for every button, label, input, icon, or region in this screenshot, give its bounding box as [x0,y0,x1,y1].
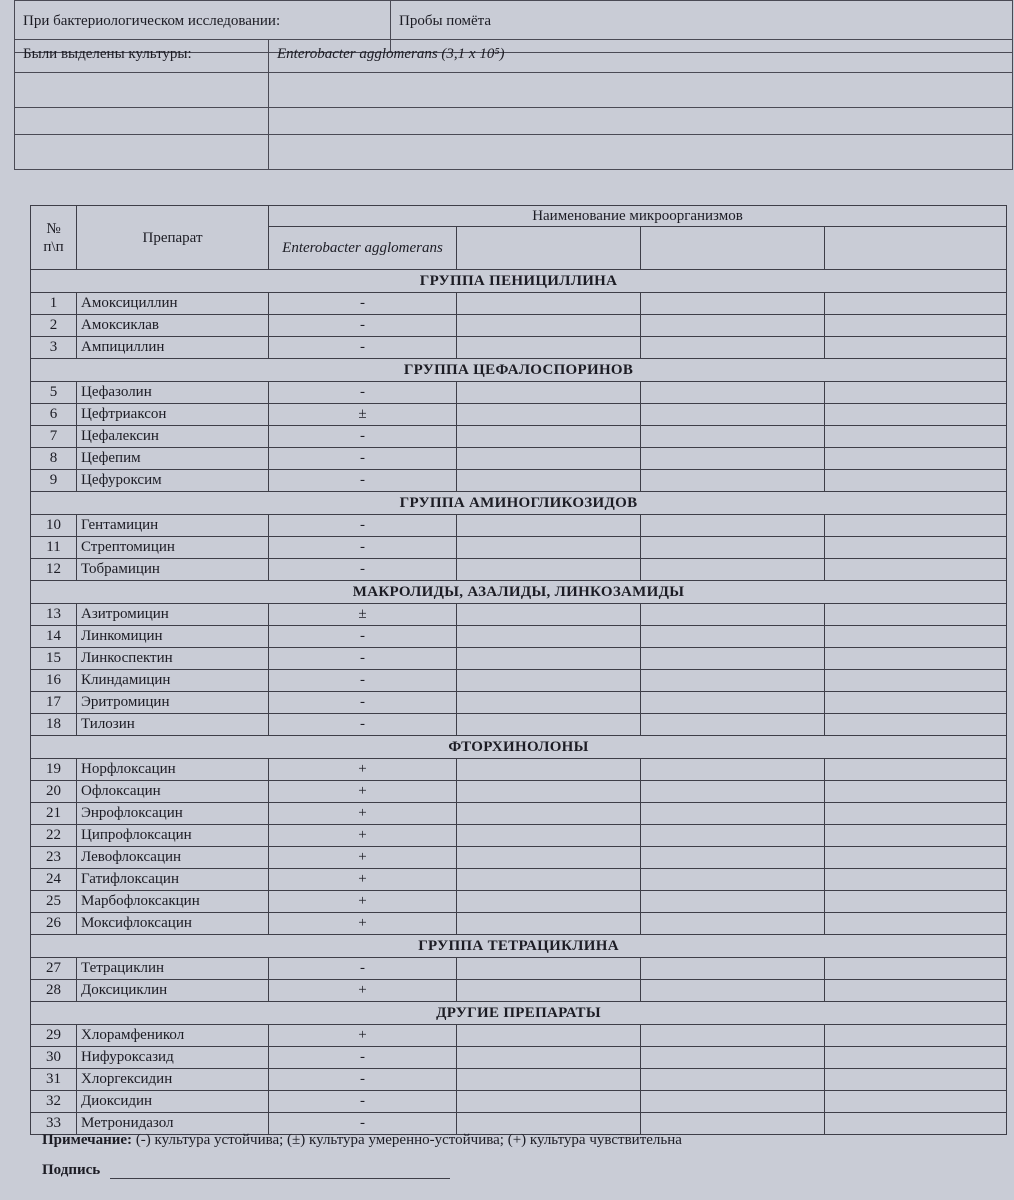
row-number: 20 [31,781,77,803]
result-microorganism-2 [457,958,641,980]
signature-label: Подпись [42,1162,101,1178]
group-title: ГРУППА ТЕТРАЦИКЛИНА [31,935,1007,958]
result-microorganism-3 [641,515,825,537]
row-number: 18 [31,714,77,736]
result-microorganism-1: - [269,382,457,404]
table-row [31,759,1007,781]
row-number: 19 [31,759,77,781]
result-microorganism-1: + [269,1025,457,1047]
result-microorganism-4 [825,559,1007,581]
table-row [31,1047,1007,1069]
result-microorganism-1: + [269,891,457,913]
table-row [31,803,1007,825]
drug-name: Амоксиклав [77,315,269,337]
result-microorganism-3 [641,692,825,714]
result-microorganism-3 [641,470,825,492]
table-row [31,869,1007,891]
group-title: ГРУППА ПЕНИЦИЛЛИНА [31,270,1007,293]
result-microorganism-2 [457,537,641,559]
result-microorganism-4 [825,382,1007,404]
result-microorganism-3 [641,891,825,913]
result-microorganism-2 [457,337,641,359]
drug-name: Эритромицин [77,692,269,714]
result-microorganism-4 [825,847,1007,869]
result-microorganism-3 [641,958,825,980]
row-number: 10 [31,515,77,537]
drug-name: Цефтриаксон [77,404,269,426]
result-microorganism-3 [641,803,825,825]
drug-name: Ампициллин [77,337,269,359]
result-microorganism-1: - [269,337,457,359]
result-microorganism-3 [641,626,825,648]
blank-cell [15,108,269,135]
row-number: 17 [31,692,77,714]
result-microorganism-3 [641,559,825,581]
table-row [31,692,1007,714]
result-microorganism-1: - [269,448,457,470]
table-row [31,537,1007,559]
row-number: 12 [31,559,77,581]
row-number: 9 [31,470,77,492]
result-microorganism-2 [457,426,641,448]
drug-name: Марбофлоксакцин [77,891,269,913]
row-number: 1 [31,293,77,315]
result-microorganism-4 [825,714,1007,736]
drug-name: Гентамицин [77,515,269,537]
result-microorganism-4 [825,337,1007,359]
drug-name: Диоксидин [77,1091,269,1113]
result-microorganism-3 [641,537,825,559]
drug-name: Хлорамфеникол [77,1025,269,1047]
result-microorganism-1: + [269,869,457,891]
result-microorganism-3 [641,1091,825,1113]
result-microorganism-3 [641,404,825,426]
row-number: 15 [31,648,77,670]
result-microorganism-2 [457,980,641,1002]
result-microorganism-4 [825,692,1007,714]
table-row [31,604,1007,626]
result-microorganism-2 [457,604,641,626]
result-microorganism-1: - [269,670,457,692]
result-microorganism-4 [825,803,1007,825]
drug-name: Амоксициллин [77,293,269,315]
table-row [31,448,1007,470]
result-microorganism-1: - [269,648,457,670]
note-text: (-) культура устойчива; (±) культура умеренно-устойчива; (+) культура чувствительна [135,1132,682,1148]
result-microorganism-3 [641,913,825,935]
table-row [31,913,1007,935]
result-microorganism-1: - [269,692,457,714]
row-number: 14 [31,626,77,648]
result-microorganism-2 [457,382,641,404]
result-microorganism-1: - [269,315,457,337]
result-microorganism-4 [825,404,1007,426]
result-microorganism-4 [825,648,1007,670]
group-header-row [31,359,1007,382]
result-microorganism-4 [825,980,1007,1002]
group-header-row [31,935,1007,958]
result-microorganism-2 [457,1047,641,1069]
result-microorganism-4 [825,426,1007,448]
result-microorganism-3 [641,869,825,891]
drug-name: Клиндамицин [77,670,269,692]
row-number: 27 [31,958,77,980]
result-microorganism-4 [825,604,1007,626]
result-microorganism-3 [641,847,825,869]
groups-body [31,270,1007,1135]
row-number: 7 [31,426,77,448]
col-drug-header: Препарат [77,206,269,270]
table-row [31,1025,1007,1047]
result-microorganism-1: - [269,559,457,581]
row-number: 13 [31,604,77,626]
result-microorganism-4 [825,626,1007,648]
result-microorganism-4 [825,293,1007,315]
row-number: 3 [31,337,77,359]
table-row [31,714,1007,736]
table-row [31,382,1007,404]
row-number: 28 [31,980,77,1002]
result-microorganism-2 [457,759,641,781]
result-microorganism-4 [825,958,1007,980]
row-number: 26 [31,913,77,935]
result-microorganism-3 [641,1025,825,1047]
result-microorganism-1: + [269,759,457,781]
blank-cell [269,73,1013,108]
result-microorganism-4 [825,781,1007,803]
result-microorganism-1: - [269,470,457,492]
table-row [31,426,1007,448]
result-microorganism-2 [457,913,641,935]
result-microorganism-4 [825,759,1007,781]
result-microorganism-4 [825,537,1007,559]
group-title: ДРУГИЕ ПРЕПАРАТЫ [31,1002,1007,1025]
result-microorganism-2 [457,626,641,648]
table-row [31,515,1007,537]
result-microorganism-1: + [269,913,457,935]
cultures-value: Enterobacter agglomerans (3,1 x 10⁵) [269,40,1013,73]
result-microorganism-1: - [269,426,457,448]
table-row [31,891,1007,913]
result-microorganism-2 [457,1091,641,1113]
drug-name: Моксифлоксацин [77,913,269,935]
result-microorganism-1: - [269,626,457,648]
result-microorganism-2 [457,692,641,714]
study-value: Пробы помёта [391,1,1013,53]
drug-name: Ципрофлоксацин [77,825,269,847]
result-microorganism-4 [825,1069,1007,1091]
result-microorganism-2 [457,648,641,670]
row-number: 16 [31,670,77,692]
table-row [31,648,1007,670]
result-microorganism-4 [825,1047,1007,1069]
drug-name: Цефепим [77,448,269,470]
result-microorganism-2 [457,404,641,426]
drug-name: Метронидазол [77,1113,269,1135]
result-microorganism-1: ± [269,404,457,426]
group-header-row [31,736,1007,759]
cultures-label: Были выделены культуры: [15,40,269,73]
result-microorganism-4 [825,470,1007,492]
blank-cell [15,73,269,108]
result-microorganism-2 [457,803,641,825]
result-microorganism-1: - [269,1069,457,1091]
group-title: ГРУППА АМИНОГЛИКОЗИДОВ [31,492,1007,515]
result-microorganism-2 [457,559,641,581]
cultures-table [14,39,1013,170]
group-title: МАКРОЛИДЫ, АЗАЛИДЫ, ЛИНКОЗАМИДЫ [31,581,1007,604]
drug-name: Энрофлоксацин [77,803,269,825]
result-microorganism-2 [457,670,641,692]
result-microorganism-2 [457,315,641,337]
result-microorganism-2 [457,891,641,913]
result-microorganism-3 [641,648,825,670]
result-microorganism-1: + [269,825,457,847]
result-microorganism-1: - [269,293,457,315]
table-row [31,980,1007,1002]
table-row [31,958,1007,980]
table-row [31,404,1007,426]
result-microorganism-2 [457,448,641,470]
result-microorganism-3 [641,293,825,315]
result-microorganism-3 [641,315,825,337]
result-microorganism-4 [825,515,1007,537]
result-microorganism-3 [641,980,825,1002]
result-microorganism-1: - [269,1047,457,1069]
drug-name: Доксициклин [77,980,269,1002]
table-row [31,626,1007,648]
drug-name: Тилозин [77,714,269,736]
result-microorganism-1: - [269,515,457,537]
result-microorganism-2 [457,293,641,315]
result-microorganism-1: ± [269,604,457,626]
result-microorganism-3 [641,1047,825,1069]
result-microorganism-1: + [269,781,457,803]
microorganism-3-header [641,227,825,270]
row-number: 33 [31,1113,77,1135]
microorganism-4-header [825,227,1007,270]
group-title: ГРУППА ЦЕФАЛОСПОРИНОВ [31,359,1007,382]
row-number: 30 [31,1047,77,1069]
result-microorganism-3 [641,426,825,448]
table-row [31,315,1007,337]
table-row [31,470,1007,492]
row-number: 11 [31,537,77,559]
drug-name: Линкоспектин [77,648,269,670]
result-microorganism-4 [825,448,1007,470]
result-microorganism-3 [641,781,825,803]
drug-name: Линкомицин [77,626,269,648]
col-number-header: № п\п [31,206,77,270]
result-microorganism-1: + [269,803,457,825]
result-microorganism-1: + [269,980,457,1002]
row-number: 6 [31,404,77,426]
row-number: 8 [31,448,77,470]
result-microorganism-3 [641,604,825,626]
row-number: 31 [31,1069,77,1091]
result-microorganism-4 [825,1091,1007,1113]
result-microorganism-4 [825,315,1007,337]
result-microorganism-1: + [269,847,457,869]
row-number: 5 [31,382,77,404]
drug-name: Цефалексин [77,426,269,448]
result-microorganism-3 [641,1069,825,1091]
legend-note [42,1132,682,1149]
result-microorganism-3 [641,670,825,692]
drug-name: Цефазолин [77,382,269,404]
blank-cell [15,135,269,170]
result-microorganism-2 [457,869,641,891]
group-header-row [31,492,1007,515]
drug-name: Гатифлоксацин [77,869,269,891]
table-row [31,670,1007,692]
result-microorganism-2 [457,470,641,492]
result-microorganism-2 [457,1069,641,1091]
row-number: 21 [31,803,77,825]
drug-name: Тетрациклин [77,958,269,980]
result-microorganism-1: - [269,1113,457,1135]
result-microorganism-1: - [269,714,457,736]
table-row [31,781,1007,803]
result-microorganism-3 [641,759,825,781]
drug-name: Офлоксацин [77,781,269,803]
drug-name: Азитромицин [77,604,269,626]
note-label: Примечание: [42,1132,133,1148]
table-row [31,293,1007,315]
result-microorganism-4 [825,825,1007,847]
result-microorganism-2 [457,714,641,736]
result-microorganism-3 [641,448,825,470]
group-title: ФТОРХИНОЛОНЫ [31,736,1007,759]
table-row [31,1091,1007,1113]
drug-name: Стрептомицин [77,537,269,559]
table-row [31,559,1007,581]
group-header-row [31,581,1007,604]
result-microorganism-2 [457,515,641,537]
result-microorganism-3 [641,382,825,404]
study-label: При бактериологическом исследовании: [15,1,391,53]
result-microorganism-4 [825,913,1007,935]
result-microorganism-4 [825,670,1007,692]
drug-name: Норфлоксацин [77,759,269,781]
result-microorganism-2 [457,781,641,803]
result-microorganism-4 [825,1025,1007,1047]
result-microorganism-3 [641,825,825,847]
result-microorganism-1: - [269,958,457,980]
drug-name: Хлоргексидин [77,1069,269,1091]
row-number: 29 [31,1025,77,1047]
group-header-row [31,270,1007,293]
table-row [31,1069,1007,1091]
result-microorganism-3 [641,714,825,736]
col-microorganisms-header: Наименование микроорганизмов [269,206,1007,227]
result-microorganism-1: - [269,1091,457,1113]
row-number: 24 [31,869,77,891]
table-row [31,337,1007,359]
result-microorganism-3 [641,337,825,359]
row-number: 2 [31,315,77,337]
signature-line[interactable] [110,1164,450,1179]
table-row [31,825,1007,847]
blank-cell [269,135,1013,170]
result-microorganism-4 [825,891,1007,913]
drug-name: Нифуроксазид [77,1047,269,1069]
result-microorganism-2 [457,825,641,847]
group-header-row [31,1002,1007,1025]
table-row [31,847,1007,869]
blank-cell [269,108,1013,135]
signature-area [42,1162,450,1179]
microorganism-1-header: Enterobacter agglomerans [269,227,457,270]
row-number: 32 [31,1091,77,1113]
drug-name: Левофлоксацин [77,847,269,869]
row-number: 23 [31,847,77,869]
result-microorganism-2 [457,847,641,869]
row-number: 25 [31,891,77,913]
result-microorganism-4 [825,869,1007,891]
row-number: 22 [31,825,77,847]
result-microorganism-4 [825,1113,1007,1135]
result-microorganism-1: - [269,537,457,559]
result-microorganism-2 [457,1025,641,1047]
drug-name: Цефуроксим [77,470,269,492]
antibiotic-sensitivity-table [30,205,1007,1135]
drug-name: Тобрамицин [77,559,269,581]
microorganism-2-header [457,227,641,270]
